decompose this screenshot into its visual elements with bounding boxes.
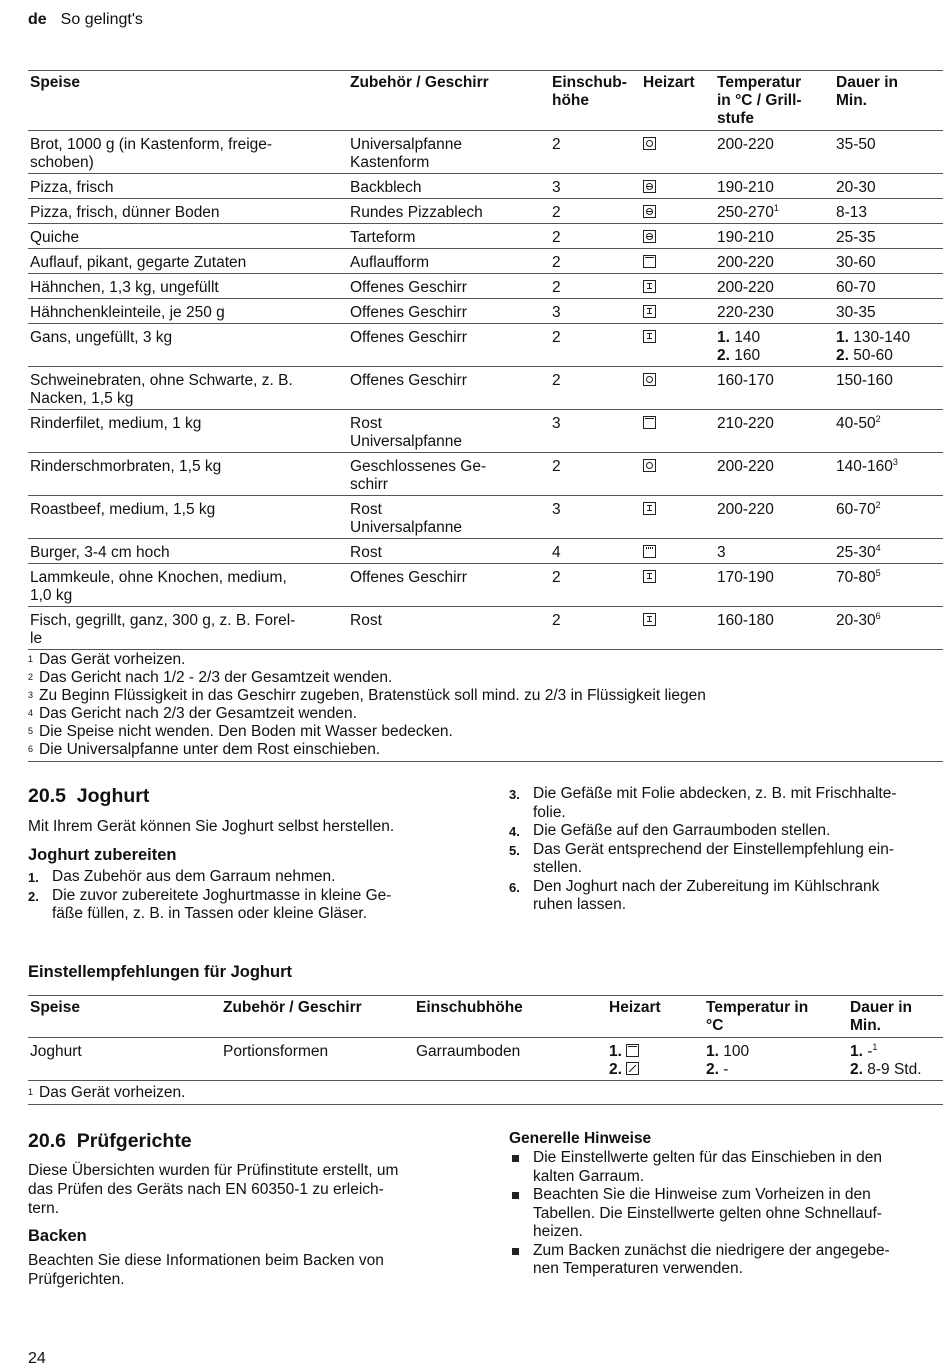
duration-cell: 60-70 [836, 279, 876, 296]
heating-cell [607, 1038, 704, 1081]
pruef-intro: Diese Übersichten wurden für Prüfinstitute erstellt, um das Prüfen des Geräts nach EN 60350-1 zu erleich- tern. [28, 1162, 399, 1217]
heating-cell [641, 453, 715, 496]
heating-cell [641, 410, 715, 453]
joghurt-subheading: Joghurt zubereiten [28, 846, 177, 864]
fan-heating-icon [643, 137, 656, 150]
table-footnotes [28, 651, 943, 762]
grill-heating-icon [643, 545, 656, 558]
temperature-cell: 1. 140 2. 160 [717, 329, 761, 364]
footnote-ref: 1 [872, 1042, 878, 1052]
heating-cell [641, 539, 715, 564]
duration-cell: 1. 130-140 2. 50-60 [836, 329, 911, 364]
accessory-cell: Auflaufform [350, 254, 429, 271]
table-row [28, 324, 943, 367]
temperature-cell: 1. 100 2. - [706, 1043, 750, 1078]
food-cell: Lammkeule, ohne Knochen, medium, 1,0 kg [30, 569, 287, 604]
footnote: $^1$ Das Gerät vorheizen. [28, 651, 186, 668]
page-number: 24 [28, 1350, 46, 1367]
accessory-cell: Rost [350, 544, 382, 561]
pizza-heating-icon [643, 205, 656, 218]
accessory-cell: Rost Universalpfanne [350, 415, 463, 450]
temperature-cell: 190-210 [717, 229, 774, 246]
level-cell: 2 [552, 136, 561, 153]
food-cell: Auflauf, pikant, gegarte Zutaten [30, 254, 247, 271]
duration-cell: $70-80^5$ [836, 568, 881, 586]
section-heading-joghurt: 20.5 Joghurt [28, 785, 150, 807]
duration-cell: $140-160^3$ [836, 457, 898, 475]
column-header: Dauer in Min. [836, 74, 899, 109]
table-row [28, 299, 943, 324]
footnote: $^3$ Zu Beginn Flüssigkeit in das Geschirr zugeben, Bratenstück soll mind. zu 2/3 in Flüssigkeit liegen [28, 687, 706, 704]
table-row [28, 496, 943, 539]
list-item [509, 785, 944, 822]
section-title: So gelingt's [60, 11, 143, 28]
list-item [28, 887, 458, 924]
pizza-heating-icon [643, 230, 656, 243]
list-item [509, 822, 944, 841]
food-cell: Hähnchen, 1,3 kg, ungefüllt [30, 279, 219, 296]
accessory-cell: Geschlossenes Ge- schirr [350, 458, 487, 493]
food-cell: Quiche [30, 229, 80, 246]
temperature-cell: 170-190 [717, 569, 774, 586]
hinweise-heading: Generelle Hinweise [509, 1130, 652, 1147]
accessory-cell: Offenes Geschirr [350, 304, 467, 321]
column-header: Temperatur in °C / Grill- stufe [717, 74, 802, 127]
table-header-row [28, 996, 943, 1038]
step-number: 2. [28, 888, 39, 904]
step-number: 1. [717, 329, 730, 346]
backen-heading: Backen [28, 1227, 87, 1245]
accessory-cell: Rundes Pizzablech [350, 204, 483, 221]
heating-cell [641, 224, 715, 249]
grillfan-heating-icon [643, 280, 656, 293]
food-cell: Brot, 1000 g (in Kastenform, freige- schoben) [30, 136, 273, 171]
table-row [28, 607, 943, 650]
table-row [28, 1038, 943, 1081]
food-cell: Gans, ungefüllt, 3 kg [30, 329, 173, 346]
duration-cell: 1. -$^1$ 2. 8-9 Std. [850, 1042, 922, 1078]
food-cell: Fisch, gegrillt, ganz, 300 g, z. B. Forel- le [30, 612, 296, 647]
joghurt-intro: Mit Ihrem Gerät können Sie Joghurt selbst herstellen. [28, 818, 395, 835]
joghurt-steps-left [28, 868, 458, 924]
grillfan-heating-icon [643, 305, 656, 318]
step-number: 1. [609, 1043, 622, 1060]
column-header: Einschub- höhe [552, 74, 627, 109]
accessory-cell: Offenes Geschirr [350, 372, 467, 389]
joghurt-steps-right [509, 785, 944, 915]
table-row [28, 131, 943, 174]
table-row [28, 274, 943, 299]
ud-heating-icon [626, 1044, 639, 1057]
grillfan-heating-icon [643, 613, 656, 626]
list-item [509, 841, 944, 878]
duration-cell: 30-35 [836, 304, 876, 321]
column-header: Zubehör / Geschirr [350, 74, 489, 91]
level-cell: 4 [552, 544, 561, 561]
step-text: Das Gerät entsprechend der Einstellempfehlung ein- stellen. [533, 840, 895, 876]
footnote: $^1$ Das Gerät vorheizen. [28, 1084, 186, 1101]
footnote-ref: 1 [773, 203, 779, 213]
step-number: 4. [509, 824, 520, 839]
duration-cell: $60-70^2$ [836, 500, 881, 518]
table-header-row [28, 71, 943, 131]
column-header: Temperatur in °C [706, 999, 809, 1034]
heating-cell [641, 249, 715, 274]
heating-cell [641, 274, 715, 299]
column-header: Speise [30, 74, 80, 91]
column-header: Heizart [609, 999, 661, 1016]
footnote-ref: 6 [875, 611, 881, 621]
heating-cell [641, 199, 715, 224]
grillfan-heating-icon [643, 570, 656, 583]
step-number: 6. [509, 879, 520, 895]
list-item [28, 868, 458, 887]
joghurt-table [28, 995, 943, 1081]
step-number: 2. [836, 347, 849, 364]
level-cell: Garraumboden [416, 1043, 521, 1060]
footnote-ref: 3 [892, 457, 898, 467]
duration-cell: 8-13 [836, 204, 868, 221]
temperature-cell: 190-210 [717, 179, 774, 196]
heating-cell [641, 131, 715, 174]
duration-cell: 25-35 [836, 229, 876, 246]
duration-cell: $40-50^2$ [836, 414, 881, 432]
fan-heating-icon [643, 459, 656, 472]
food-cell: Roastbeef, medium, 1,5 kg [30, 501, 216, 518]
level-cell: 2 [552, 204, 561, 221]
step-number: 2. [706, 1061, 719, 1078]
food-cell: Pizza, frisch [30, 179, 114, 196]
temperature-cell: 220-230 [717, 304, 774, 321]
backen-text: Beachten Sie diese Informationen beim Backen von Prüfgerichten. [28, 1252, 384, 1288]
footnote-ref: 4 [875, 543, 881, 553]
step-number: 2. [850, 1061, 863, 1078]
temperature-cell: 200-220 [717, 501, 774, 518]
step-number: 1. [28, 870, 39, 885]
duration-cell: $20-30^6$ [836, 611, 881, 629]
table-row [28, 453, 943, 496]
footnote: $^6$ Die Universalpfanne unter dem Rost einschieben. [28, 741, 381, 758]
level-cell: 3 [552, 501, 561, 518]
section-heading-pruefgerichte: 20.6 Prüfgerichte [28, 1130, 192, 1152]
footnote-ref: 2 [875, 414, 881, 424]
ud-heating-icon [643, 416, 656, 429]
level-cell: 2 [552, 229, 561, 246]
level-cell: 2 [552, 279, 561, 296]
cooking-table [28, 70, 943, 650]
level-cell: 2 [552, 569, 561, 586]
ud-heating-icon [643, 255, 656, 268]
step-number: 1. [706, 1043, 719, 1060]
joghurt-footnotes [28, 1084, 943, 1105]
duration-cell: 150-160 [836, 372, 893, 389]
footnote-ref: 5 [28, 726, 34, 736]
table-row [28, 199, 943, 224]
step-text: Die Gefäße auf den Garraumboden stellen. [533, 822, 831, 839]
footnote: $^2$ Das Gericht nach 1/2 - 2/3 der Gesamtzeit wenden. [28, 669, 393, 686]
duration-cell: 20-30 [836, 179, 876, 196]
accessory-cell: Universalpfanne Kastenform [350, 136, 463, 171]
accessory-cell: Offenes Geschirr [350, 569, 467, 586]
food-cell: Burger, 3-4 cm hoch [30, 544, 170, 561]
footnote-ref: 3 [28, 690, 34, 700]
bullet-item: Die Einstellwerte gelten für das Einschieben in den kalten Garraum. [509, 1149, 944, 1186]
level-cell: 2 [552, 458, 561, 475]
joghurt-table-title: Einstellempfehlungen für Joghurt [28, 963, 293, 981]
heating-cell [641, 607, 715, 650]
temperature-cell: 200-220 [717, 279, 774, 296]
level-cell: 2 [552, 329, 561, 346]
footnote-ref: 2 [28, 672, 34, 682]
duration-cell: 35-50 [836, 136, 876, 153]
level-cell: 3 [552, 304, 561, 321]
table-row [28, 249, 943, 274]
heating-cell [641, 564, 715, 607]
table-row [28, 224, 943, 249]
temperature-cell: 160-180 [717, 612, 774, 629]
temperature-cell: 3 [717, 544, 726, 561]
column-header: Einschubhöhe [416, 999, 523, 1016]
step-number: 2. [609, 1061, 622, 1078]
step-text: Die Gefäße mit Folie abdecken, z. B. mit Frischhalte- folie. [533, 785, 897, 821]
dough-heating-icon [626, 1062, 639, 1075]
food-cell: Rinderschmorbraten, 1,5 kg [30, 458, 222, 475]
accessory-cell: Offenes Geschirr [350, 329, 467, 346]
language-code: de [28, 11, 47, 28]
column-header: Zubehör / Geschirr [223, 999, 362, 1016]
table-row [28, 539, 943, 564]
step-number: 1. [850, 1043, 863, 1060]
column-header: Heizart [643, 74, 695, 91]
duration-cell: 30-60 [836, 254, 876, 271]
step-text: Den Joghurt nach der Zubereitung im Kühlschrank ruhen lassen. [533, 877, 880, 913]
list-item [509, 878, 944, 915]
footnote-ref: 1 [28, 654, 34, 664]
hinweise-list [509, 1149, 944, 1279]
temperature-cell: 200-220 [717, 136, 774, 153]
accessory-cell: Portionsformen [223, 1043, 329, 1060]
temperature-cell: 200-220 [717, 458, 774, 475]
food-cell: Pizza, frisch, dünner Boden [30, 204, 220, 221]
footnote-ref: 4 [28, 708, 34, 718]
heating-cell [641, 324, 715, 367]
accessory-cell: Rost Universalpfanne [350, 501, 463, 536]
table-row [28, 174, 943, 199]
step-number: 1. [836, 329, 849, 346]
footnote-ref: 2 [875, 500, 881, 510]
table-row [28, 367, 943, 410]
accessory-cell: Rost [350, 612, 382, 629]
page-header [28, 11, 143, 29]
footnote-ref: 5 [875, 568, 881, 578]
accessory-cell: Tarteform [350, 229, 416, 246]
column-header: Speise [30, 999, 80, 1016]
step-text: Die zuvor zubereitete Joghurtmasse in kleine Ge- fäße füllen, z. B. in Tassen oder kleine Gläser. [52, 886, 392, 922]
grillfan-heating-icon [643, 330, 656, 343]
step-number: 3. [509, 787, 520, 802]
footnote: $^4$ Das Gericht nach 2/3 der Gesamtzeit wenden. [28, 705, 357, 722]
footnote-ref: 6 [28, 744, 34, 754]
heating-cell [641, 496, 715, 539]
level-cell: 2 [552, 612, 561, 629]
table-row [28, 410, 943, 453]
level-cell: 3 [552, 179, 561, 196]
food-cell: Rinderfilet, medium, 1 kg [30, 415, 202, 432]
food-cell: Schweinebraten, ohne Schwarte, z. B. Nacken, 1,5 kg [30, 372, 293, 407]
heating-cell [641, 367, 715, 410]
pizza-heating-icon [643, 180, 656, 193]
accessory-cell: Backblech [350, 179, 422, 196]
heating-cell [641, 299, 715, 324]
step-text: Das Zubehör aus dem Garraum nehmen. [52, 868, 336, 885]
table-row [28, 564, 943, 607]
bullet-item: Beachten Sie die Hinweise zum Vorheizen in den Tabellen. Die Einstellwerte gelten ohne Schnellauf- heizen. [509, 1186, 944, 1242]
food-cell: Joghurt [30, 1043, 82, 1060]
grillfan-heating-icon [643, 502, 656, 515]
column-header: Dauer in Min. [850, 999, 913, 1034]
duration-cell: $25-30^4$ [836, 543, 881, 561]
level-cell: 2 [552, 372, 561, 389]
temperature-cell: 160-170 [717, 372, 774, 389]
footnote-ref: 1 [28, 1087, 34, 1097]
fan-heating-icon [643, 373, 656, 386]
level-cell: 2 [552, 254, 561, 271]
accessory-cell: Offenes Geschirr [350, 279, 467, 296]
temperature-cell: $250-270^1$ [717, 203, 779, 221]
bullet-item: Zum Backen zunächst die niedrigere der angegebe- nen Temperaturen verwenden. [509, 1242, 944, 1279]
footnote: $^5$ Die Speise nicht wenden. Den Boden mit Wasser bedecken. [28, 723, 453, 740]
temperature-cell: 210-220 [717, 415, 774, 432]
food-cell: Hähnchenkleinteile, je 250 g [30, 304, 225, 321]
temperature-cell: 200-220 [717, 254, 774, 271]
level-cell: 3 [552, 415, 561, 432]
heating-cell [641, 174, 715, 199]
step-number: 2. [717, 347, 730, 364]
step-number: 5. [509, 842, 520, 858]
